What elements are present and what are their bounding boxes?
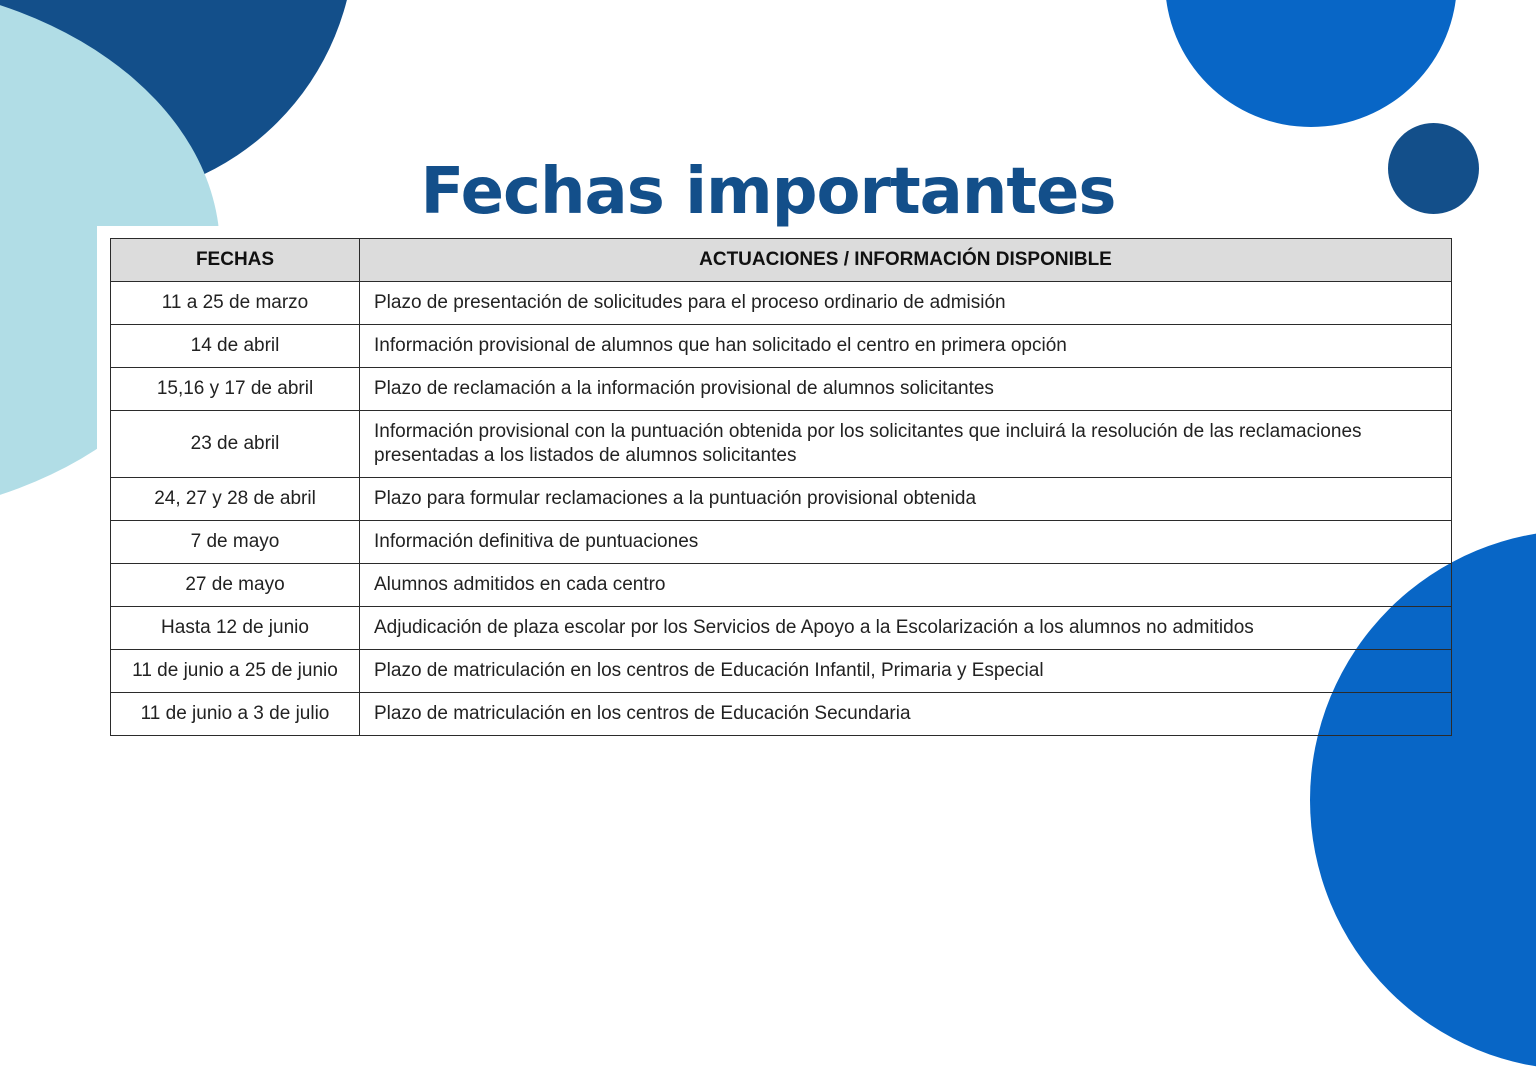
date-cell: 14 de abril xyxy=(111,325,360,368)
info-cell: Información provisional de alumnos que han solicitado el centro en primera opción xyxy=(360,325,1452,368)
info-cell: Información definitiva de puntuaciones xyxy=(360,521,1452,564)
date-cell: Hasta 12 de junio xyxy=(111,607,360,650)
table-row xyxy=(111,325,1452,368)
info-cell: Alumnos admitidos en cada centro xyxy=(360,564,1452,607)
info-cell: Plazo para formular reclamaciones a la puntuación provisional obtenida xyxy=(360,478,1452,521)
table-row xyxy=(111,650,1452,693)
table-row xyxy=(111,521,1452,564)
date-cell: 11 de junio a 3 de julio xyxy=(111,693,360,736)
date-cell: 24, 27 y 28 de abril xyxy=(111,478,360,521)
page-title: Fechas importantes xyxy=(420,154,1116,229)
table-row xyxy=(111,607,1452,650)
table-row xyxy=(111,564,1452,607)
date-cell: 27 de mayo xyxy=(111,564,360,607)
table-header xyxy=(111,239,1452,282)
table-row xyxy=(111,368,1452,411)
dates-table xyxy=(110,238,1452,736)
info-cell: Adjudicación de plaza escolar por los Servicios de Apoyo a la Escolarización a los alumnos no admitidos xyxy=(360,607,1452,650)
date-cell: 15,16 y 17 de abril xyxy=(111,368,360,411)
table-body xyxy=(111,282,1452,736)
date-cell: 11 a 25 de marzo xyxy=(111,282,360,325)
info-cell: Plazo de matriculación en los centros de Educación Infantil, Primaria y Especial xyxy=(360,650,1452,693)
column-header-dates: FECHAS xyxy=(111,239,360,282)
table-row xyxy=(111,693,1452,736)
table-row xyxy=(111,478,1452,521)
date-cell: 7 de mayo xyxy=(111,521,360,564)
info-cell: Plazo de presentación de solicitudes para el proceso ordinario de admisión xyxy=(360,282,1452,325)
date-cell: 23 de abril xyxy=(111,411,360,478)
table-header-row xyxy=(111,239,1452,282)
column-header-actions: ACTUACIONES / INFORMACIÓN DISPONIBLE xyxy=(360,239,1452,282)
date-cell: 11 de junio a 25 de junio xyxy=(111,650,360,693)
info-cell: Plazo de matriculación en los centros de Educación Secundaria xyxy=(360,693,1452,736)
info-cell: Plazo de reclamación a la información provisional de alumnos solicitantes xyxy=(360,368,1452,411)
info-cell: Información provisional con la puntuación obtenida por los solicitantes que incluirá la resolución de las reclamaciones presentadas a los listados de alumnos solicitantes xyxy=(360,411,1452,478)
table-row xyxy=(111,411,1452,478)
table-row xyxy=(111,282,1452,325)
decorative-circle-blue-top-right xyxy=(1165,0,1457,127)
